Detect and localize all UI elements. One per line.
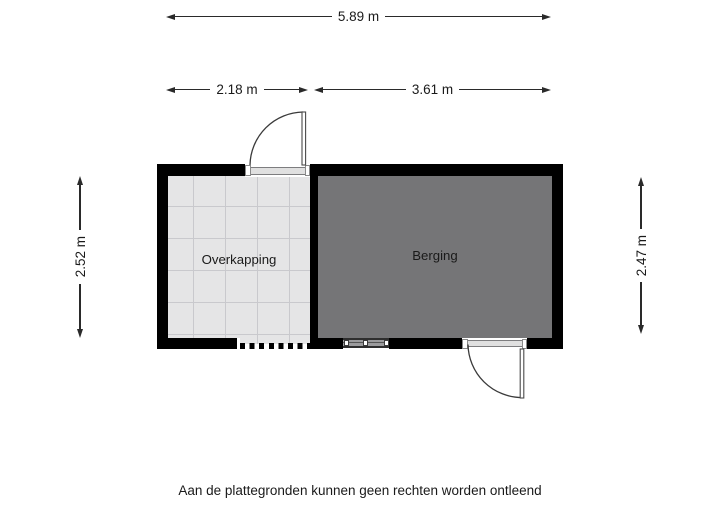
dimension-line bbox=[264, 89, 299, 90]
open-side-dashed-line bbox=[240, 343, 310, 349]
room-label-berging: Berging bbox=[412, 248, 458, 263]
bottom-door-threshold bbox=[467, 340, 522, 347]
window-mullion bbox=[363, 340, 368, 346]
wall-top-left bbox=[157, 164, 245, 176]
dimension-line bbox=[175, 89, 210, 90]
dimension-total-width bbox=[166, 9, 551, 24]
arrow-right-icon bbox=[299, 87, 308, 93]
dimension-line bbox=[640, 282, 641, 325]
arrow-up-icon bbox=[638, 177, 644, 186]
dimension-line bbox=[79, 284, 80, 329]
dimension-line bbox=[385, 16, 542, 17]
top-door-threshold bbox=[250, 167, 305, 175]
dimension-line bbox=[640, 186, 641, 229]
dimension-label: 2.18 m bbox=[216, 82, 258, 97]
dimension-line bbox=[459, 89, 542, 90]
door-jamb bbox=[245, 165, 251, 176]
dimension-line bbox=[323, 89, 406, 90]
wall-bottom-mid-right bbox=[389, 338, 462, 349]
top-door-swing-arc bbox=[250, 112, 303, 165]
dimension-line bbox=[175, 16, 332, 17]
wall-left bbox=[157, 164, 168, 349]
dimension-label: 5.89 m bbox=[337, 9, 380, 24]
wall-bottom-mid-left bbox=[310, 338, 343, 349]
room-label-overkapping: Overkapping bbox=[201, 252, 277, 267]
arrow-right-icon bbox=[542, 14, 551, 20]
arrow-left-icon bbox=[166, 14, 175, 20]
arrow-down-icon bbox=[77, 329, 83, 338]
wall-top-right bbox=[310, 164, 563, 176]
dimension-label: 2.47 m bbox=[633, 234, 649, 277]
wall-bottom-right bbox=[527, 338, 563, 349]
wall-right bbox=[552, 164, 563, 349]
dimension-overkapping-width bbox=[166, 82, 308, 97]
door-jamb bbox=[462, 339, 468, 349]
bottom-door-swing-arc bbox=[468, 345, 522, 398]
dimension-overkapping-height bbox=[72, 176, 88, 338]
bottom-door-leaf bbox=[520, 349, 524, 398]
arrow-up-icon bbox=[77, 176, 83, 185]
dimension-berging-height bbox=[633, 177, 649, 334]
door-jamb bbox=[522, 339, 528, 349]
dimension-label: 2.52 m bbox=[72, 236, 88, 278]
arrow-down-icon bbox=[638, 325, 644, 334]
top-door-leaf bbox=[302, 112, 306, 165]
window-mullion bbox=[384, 340, 389, 346]
arrow-left-icon bbox=[314, 87, 323, 93]
arrow-left-icon bbox=[166, 87, 175, 93]
window-mullion bbox=[344, 340, 349, 346]
arrow-right-icon bbox=[542, 87, 551, 93]
door-jamb bbox=[305, 165, 311, 176]
window-symbol bbox=[343, 338, 389, 348]
disclaimer-text: Aan de plattegronden kunnen geen rechten worden ontleend bbox=[178, 483, 542, 498]
dimension-label: 3.61 m bbox=[411, 82, 454, 97]
dimension-line bbox=[79, 185, 80, 230]
partition-wall bbox=[310, 175, 318, 338]
dimension-berging-width bbox=[314, 82, 551, 97]
wall-bottom-left bbox=[157, 338, 237, 349]
